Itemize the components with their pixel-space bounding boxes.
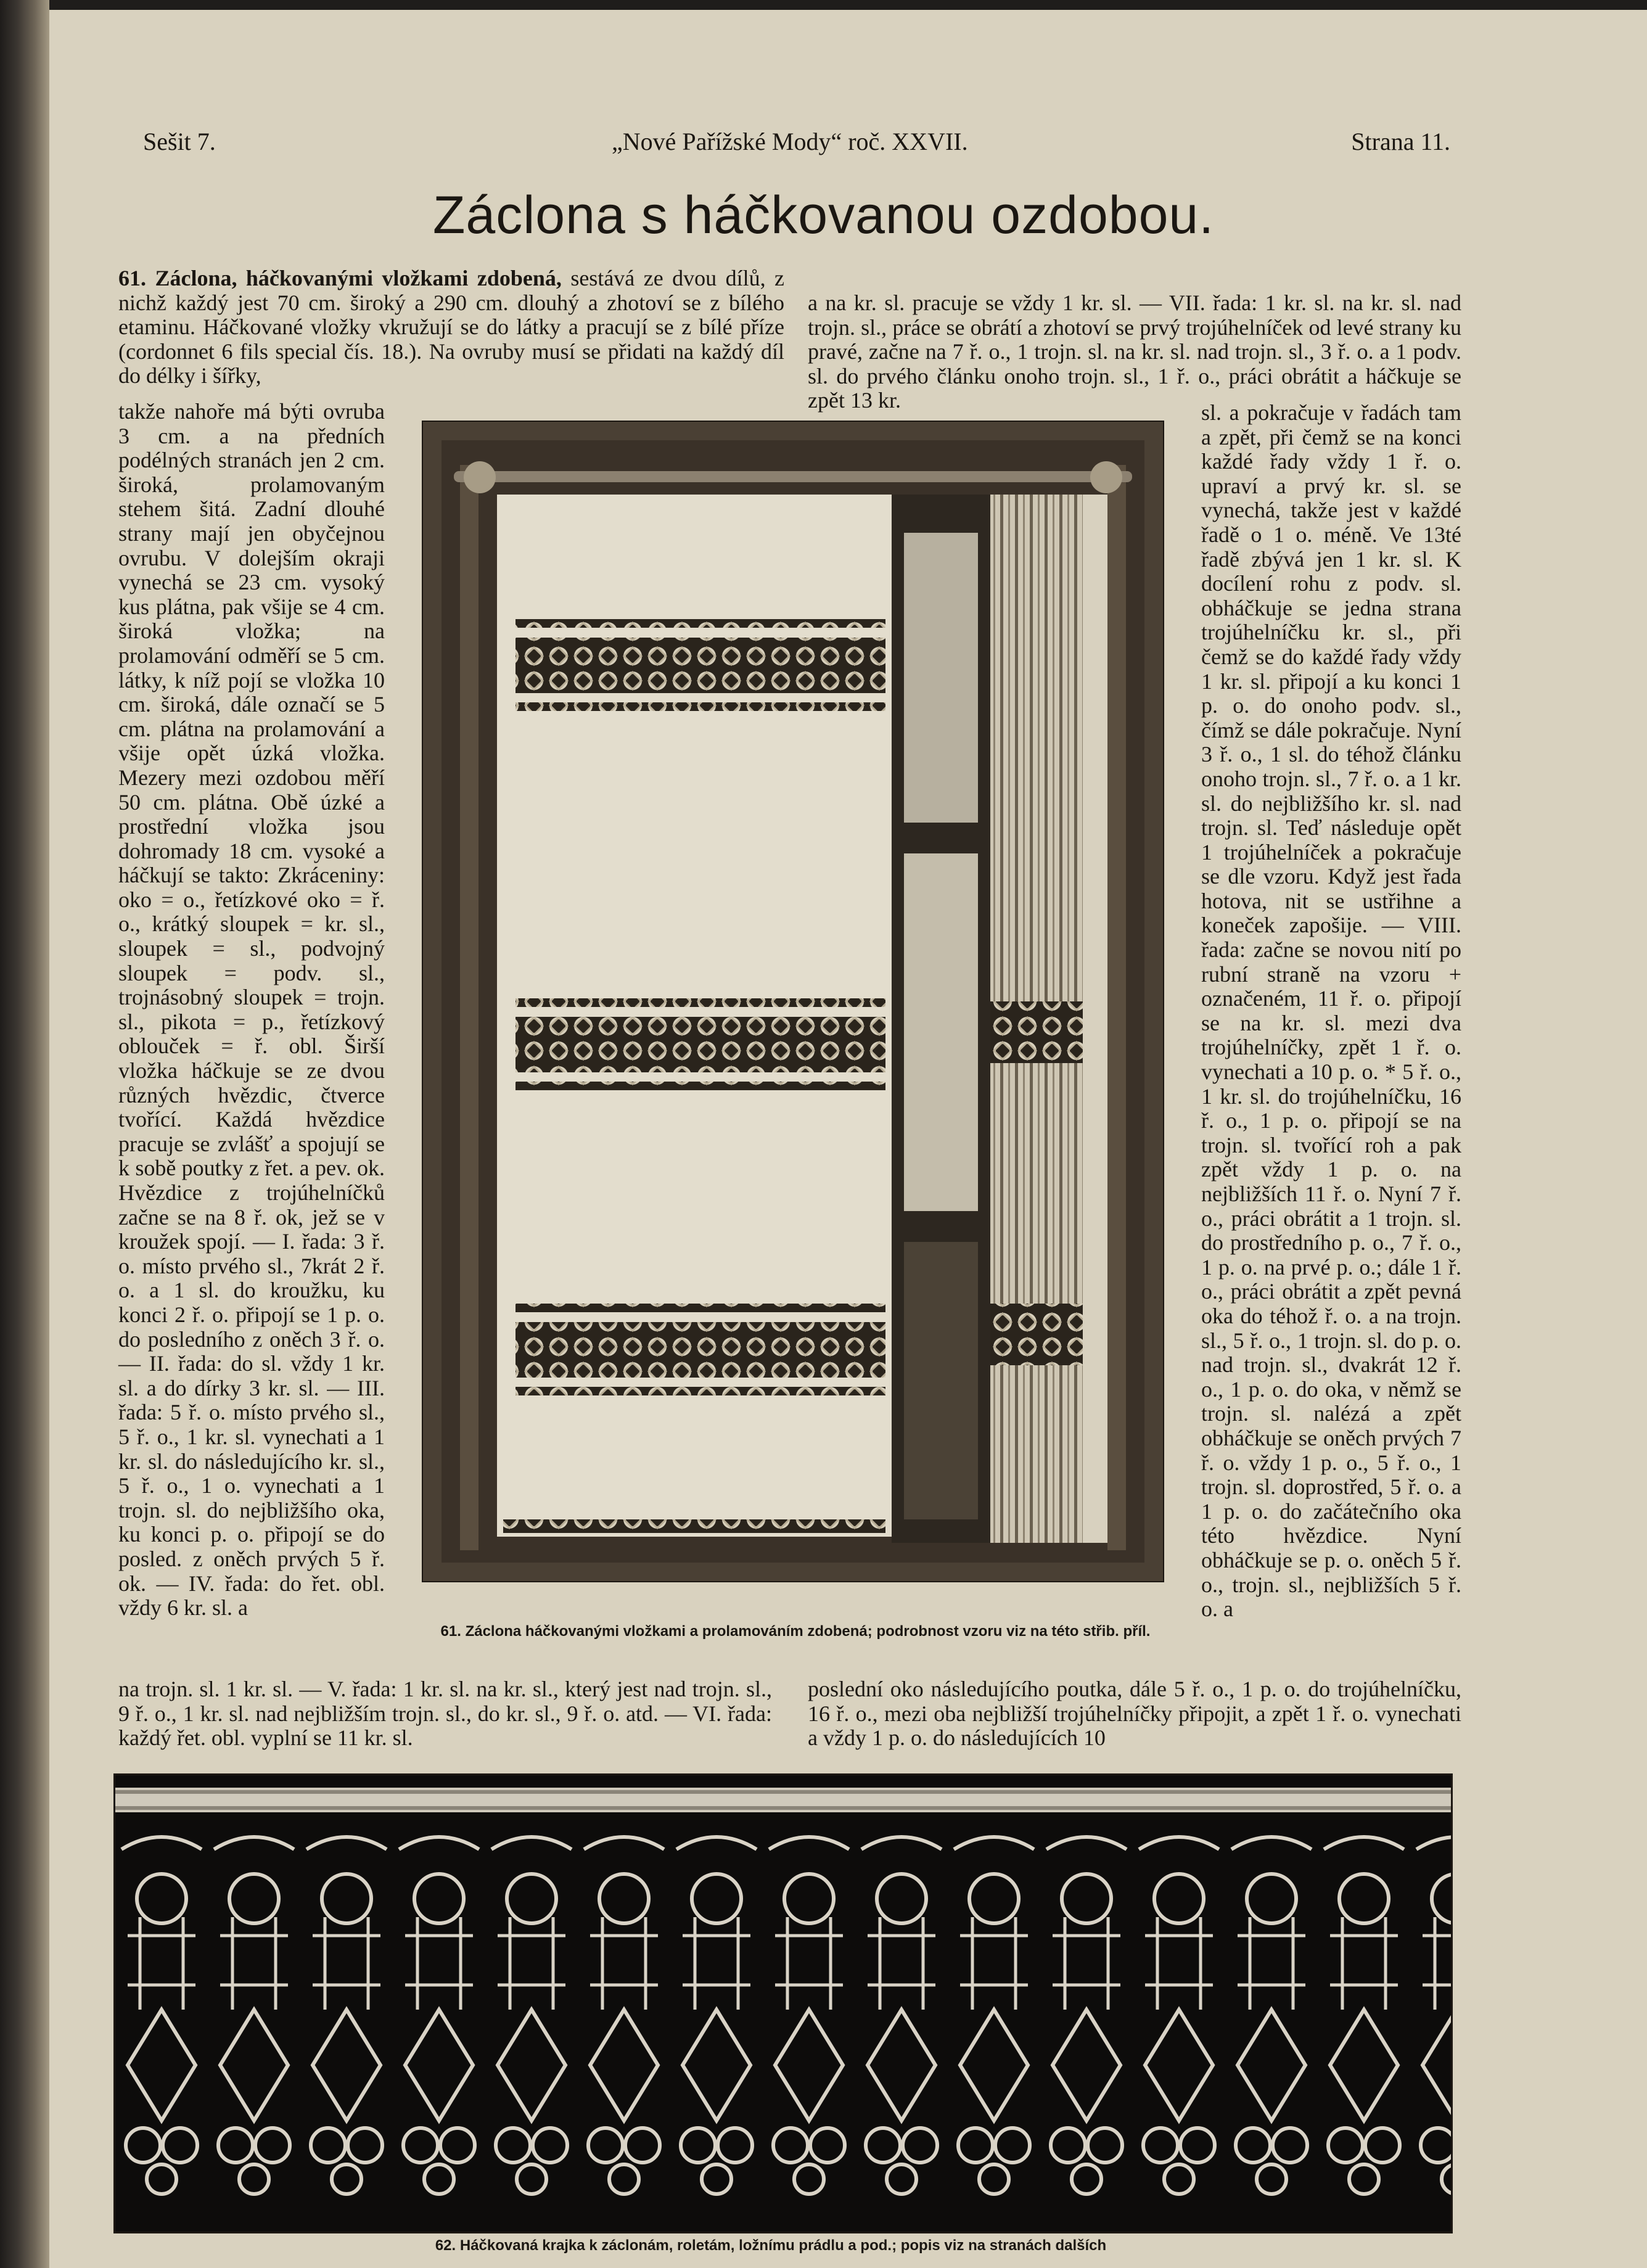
book-binding-shadow [0, 0, 49, 2268]
lace-border-photo [113, 1773, 1453, 2233]
running-header [143, 127, 1450, 164]
header-magazine: „Nové Pařížské Mody“ roč. XXVII. [612, 128, 968, 155]
article-left-top-text: sestává ze dvou dílů, z nichž každý jest 70 cm. široký a 290 cm. dlouhý a zhotoví se z bílého etaminu. Háčkované vložky vkružují se do látky a pracují se z bílé příze (cordonnet 6 fils special čís. 18.). Na ovruby musí se přidati na každý díl do délky i šířky, [118, 266, 785, 388]
article-left-top [118, 266, 784, 388]
page-title: Záclona s háčkovanou ozdobou. [432, 186, 1215, 245]
article-left-narrow [118, 400, 385, 1621]
article-right-top [808, 291, 1461, 413]
curtain-photo [422, 421, 1164, 1582]
page-top-edge [0, 0, 1647, 10]
article-right-top-text: a na kr. sl. pracuje se vždy 1 kr. sl. — VII. řada: 1 kr. sl. na kr. sl. nad trojn. sl., práce se obrátí a zhotoví se prvý trojúhelníček od levé strany ku pravé, začne na 7 ř. o., 1 trojn. sl. na kr. sl. nad trojn. sl., 3 ř. o. a 1 podv. sl. do prvého článku onoho trojn. sl., 1 ř. o., práci obrátit a háčkuje se zpět 13 kr. [808, 290, 1461, 413]
article-right-bottom [808, 1677, 1461, 1751]
header-page-number: Strana 11. [1351, 128, 1450, 155]
article-right-bottom-text: poslední oko následujícího poutka, dále 5 ř. o., 1 p. o. do trojúhelníčku, 16 ř. o., mezi oba nejbližší trojúhelníčky připojit, a zpět 1 ř. o. vynechati a vždy 1 p. o. do následujících 10 [808, 1677, 1461, 1751]
article-right-narrow [1201, 401, 1461, 1622]
article-heading: Záclona, háčkovanými vložkami zdobená, [155, 266, 562, 290]
header-issue: Sešit 7. [143, 128, 216, 155]
figure61-caption: 61. Záclona háčkovanými vložkami a prolamováním zdobená; podrobnost vzoru viz na této střib. příl. [440, 1623, 1151, 1640]
figure62-caption: 62. Háčkovaná krajka k záclonám, roletám, ložnímu prádlu a pod.; popis viz na stranách dalších [435, 2237, 1107, 2254]
article-right-narrow-text: sl. a pokračuje v řadách tam a zpět, při čemž se na konci každé řady vždy 1 ř. o. upraví a prvý kr. sl. se vynechá, takže jest v každé řadě o 1 o. méně. Ve 13té řadě zbývá jen 1 kr. sl. K docílení rohu z podv. sl. obháčkuje se jedna strana trojúhelníčku kr. sl., při čemž se do každé řady vždy 1 kr. sl. připojí a ku konci 1 p. o. do onoho podv. sl., čímž se dále pokračuje. Nyní 3 ř. o., 1 sl. do téhož článku onoho trojn. sl., 7 ř. o. a 1 kr. sl. do nejbližšího kr. sl. nad trojn. sl. Teď následuje opět 1 trojúhelníček a pokračuje se dle vzoru. Když jest řada hotova, nit se ustřihne a koneček zapošije. — VIII. řada: začne se novou nití po rubní straně na vzoru + označeném, 11 ř. o. připojí se na kr. sl. mezi dva trojúhelníčky, zpět 1 ř. o. vynechati a 10 p. o. * 5 ř. o., 1 kr. sl. do trojúhelníčku, 16 ř. o., 1 p. o. připojí se na trojn. sl. tvořící roh a pak zpět vždy 1 p. o. na nejbližších 11 ř. o. Nyní 7 ř. o., práci obrátit a 1 trojn. sl. do prostředního p. o., 7 ř. o., 1 p. o. na prvé p. o.; dále 1 ř. o., práci obrátit a zpět pevná oka do téhož ř. o. a na trojn. sl., 5 ř. o., 1 trojn. sl. do p. o. nad trojn. sl., dvakrát 12 ř. o., 1 p. o. do oka, v němž se trojn. sl. nalézá a zpět obháčkuje se oněch prvých 7 ř. o. vždy 1 p. o., 5 ř. o., 1 trojn. sl. doprostřed, 5 ř. o. a 1 p. o. do začátečního oka této hvězdice. Nyní obháčkuje se p. o. oněch 5 ř. o., trojn. sl., nejbližších 5 ř. o. a [1201, 400, 1461, 1622]
article-left-narrow-text: takže nahoře má býti ovruba 3 cm. a na předních podélných stranách jen 2 cm. široká, prolamovaným stehem šitá. Zadní dlouhé strany mají jen obyčejnou ovrubu. V dolejším okraji vynechá se 23 cm. vysoký kus plátna, pak všije se 4 cm. široká vložka; na prolamování odměří se 5 cm. látky, k níž pojí se vložka 10 cm. široká, dále označí se 5 cm. plátna na prolamování a všije opět úzká vložka. Mezery mezi ozdobou měří 50 cm. plátna. Obě úzké a prostřední vložka jsou dohromady 18 cm. vysoké a háčkují se takto: Zkráceniny: oko = o., řetízkové oko = ř. o., krátký sloupek = kr. sl., sloupek = sl., podvojný sloupek = podv. sl., trojnásobný sloupek = trojn. sl., pikota = p., řetízkový oblouček = ř. obl. Širší vložka háčkuje se ze dvou různých hvězdic, čtverce tvořící. Každá hvězdice pracuje se zvlášť a spojují se k sobě poutky z řet. a pev. ok. Hvězdice z trojúhelníčků začne se na 8 ř. ok, jež se v kroužek spojí. — I. řada: 3 ř. o. místo prvého sl., 7krát 2 ř. o. a 1 sl. do kroužku, ku konci 2 ř. o. připojí se 1 p. o. do posledního z oněch 3 ř. o. — II. řada: do sl. vždy 1 kr. sl. a do dírky 3 kr. sl. — III. řada: 5 ř. o. místo prvého sl., 5 ř. o., 1 kr. sl. vynechati a 1 kr. sl. do následujícího kr. sl., 5 ř. o., 1 o. vynechati a 1 trojn. sl. do nejbližšího oka, ku konci p. o. připojí se do posled. z oněch prvých 5 ř. ok. — IV. řada: do řet. obl. vždy 6 kr. sl. a [118, 399, 385, 1621]
article-left-bottom [118, 1677, 772, 1751]
article-number: 61. [118, 266, 146, 290]
article-left-bottom-text: na trojn. sl. 1 kr. sl. — V. řada: 1 kr. sl. na kr. sl., který jest nad trojn. sl., 9 ř. o., 1 kr. sl. nad nejbližším trojn. sl., do kr. sl., 9 ř. o. atd. — VI. řada: každý řet. obl. vyplní se 11 kr. sl. [118, 1677, 772, 1751]
